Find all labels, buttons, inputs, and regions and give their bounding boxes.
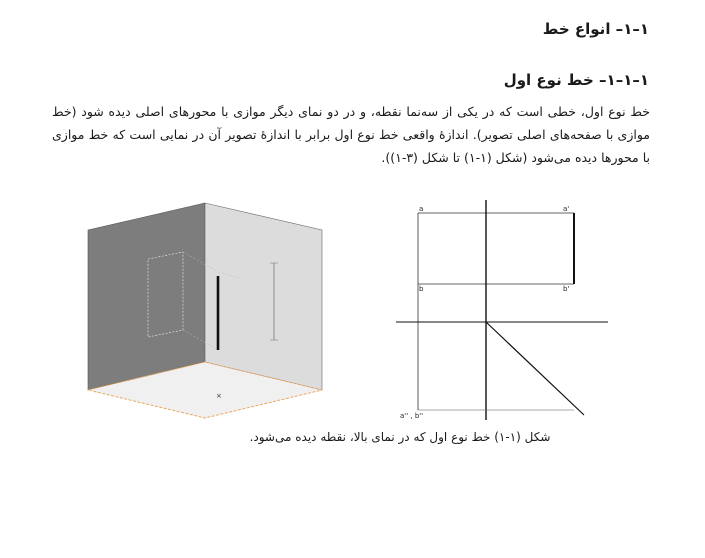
label-a: a — [419, 205, 424, 213]
section-heading: ۱–۱– انواع خط — [542, 20, 649, 38]
label-a-prime: a' — [563, 205, 570, 213]
miter-line — [486, 322, 584, 415]
floor-point-marker: × — [216, 392, 222, 400]
subsection-heading: ۱–۱–۱– خط نوع اول — [503, 71, 649, 89]
body-paragraph: خط نوع اول، خطی است که در یکی از سه‌نما نقطه، و در دو نمای دیگر موازی با محورهای اصلی دیده شود (خط موازی با صفحه‌های اصلی تصویر). اندازهٔ واقعی خط نوع اول برابر با اندازهٔ تصویر آن در نمایی است که خط موازی با محورها دیده می‌شود (شکل (۱-۱) تا شکل (۳-۱)). — [52, 104, 650, 165]
label-top-view: a'' , b'' — [400, 412, 424, 420]
label-b: b — [419, 285, 424, 293]
figure-caption: شکل (۱-۱) خط نوع اول که در نمای بالا، نقطه دیده می‌شود. — [249, 430, 551, 444]
label-b-prime: b' — [563, 285, 570, 293]
